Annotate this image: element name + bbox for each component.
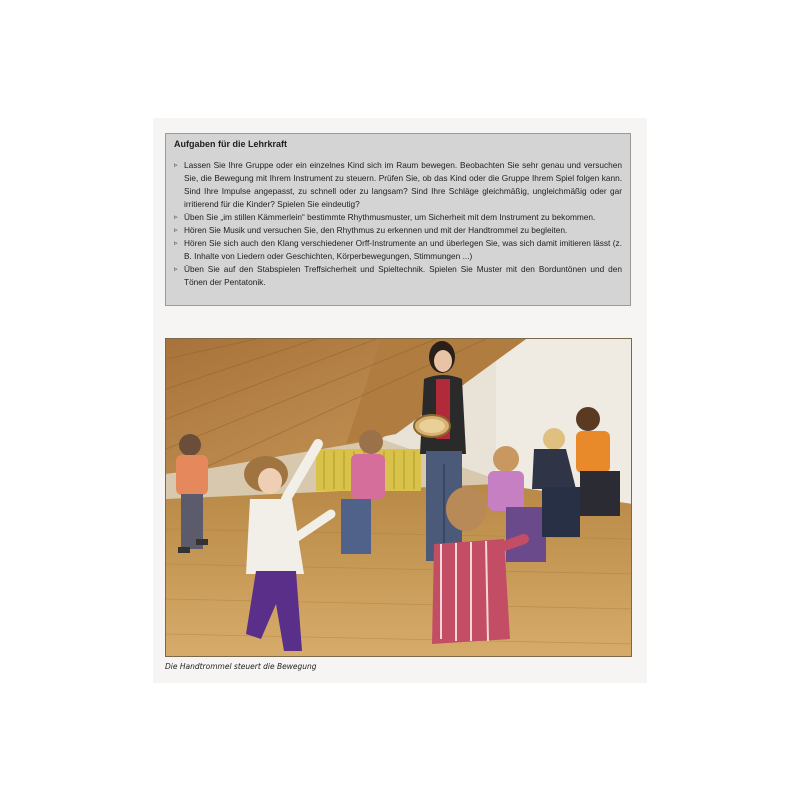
task-item <box>174 263 622 289</box>
bullet-arrow-icon: ▹ <box>174 227 178 234</box>
task-text: Üben Sie auf den Stabspielen Treffsicherheit und Spieltechnik. Spielen Sie Muster mit den Borduntönen und den Tönen der Pentatonik. <box>184 264 622 287</box>
bullet-arrow-icon: ▹ <box>174 162 178 169</box>
task-item <box>174 237 622 263</box>
task-item <box>174 159 622 211</box>
bullet-arrow-icon: ▹ <box>174 266 178 273</box>
task-text: Hören Sie Musik und versuchen Sie, den Rhythmus zu erkennen und mit der Handtrommel zu begleiten. <box>184 225 568 235</box>
classroom-photo <box>165 338 632 657</box>
tasks-list <box>174 159 622 289</box>
photo-caption: Die Handtrommel steuert die Bewegung <box>165 662 317 671</box>
task-text: Lassen Sie Ihre Gruppe oder ein einzelnes Kind sich im Raum bewegen. Beobachten Sie sehr genau und versuchen Sie, die Bewegung mit Ihrem Instrument zu steuern. Prüfen Sie, ob das Kind oder die Gruppe Ihrem Spiel folgen kann. Sind Ihre Impulse angepasst, zu schnell oder zu langsam? Sind Ihre Schläge gleichmäßig, ungleichmäßig oder gar irritierend für die Kinder? Spielen Sie eindeutig? <box>184 160 622 209</box>
task-text: Üben Sie „im stillen Kämmerlein“ bestimmte Rhythmusmuster, um Sicherheit mit dem Instrument zu bekommen. <box>184 212 596 222</box>
tasks-heading: Aufgaben für die Lehrkraft <box>174 139 288 149</box>
bullet-arrow-icon: ▹ <box>174 240 178 247</box>
bullet-arrow-icon: ▹ <box>174 214 178 221</box>
teacher-tasks-box <box>165 133 631 306</box>
task-text: Hören Sie sich auch den Klang verschiedener Orff-Instrumente an und überlegen Sie, was sich damit imitieren lässt (z. B. Inhalte von Liedern oder Geschichten, Körperbewegungen, Stimmungen ...) <box>184 238 622 261</box>
task-item <box>174 224 622 237</box>
task-item <box>174 211 622 224</box>
dancing-children-illustration <box>166 339 632 657</box>
